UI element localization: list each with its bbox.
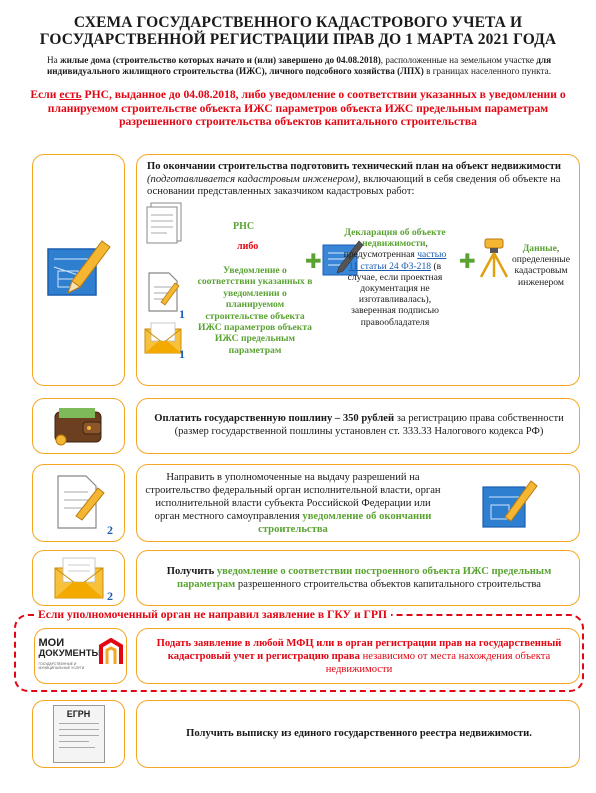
page-title: СХЕМА ГОСУДАРСТВЕННОГО КАДАСТРОВОГО УЧЕТА И ГОСУДАРСТВЕННОЙ РЕГИСТРАЦИИ ПРАВ ДО 1 МАРТА 2021 ГОДА (39, 14, 557, 48)
step1-number-1b: 1 (179, 347, 185, 361)
egrn-document-icon (49, 703, 109, 765)
step3-icon-box (32, 464, 125, 542)
mfc-emblem-icon (99, 638, 123, 666)
step3-box (136, 464, 580, 542)
intro-text: На жилые дома (строительство которых начато и (или) завершено до 04.08.2018), расположенные на земельном участке для индивидуального жилищного строительства (ИЖС), личного подсобного хозяйства (ЛПХ) в границах населенного пункта. (46, 55, 552, 76)
mfc-logo-box (34, 628, 127, 684)
fallback-condition-label: Если уполномоченный орган не направил заявление в ГКУ и ГРП (34, 608, 391, 621)
plus-icon: ✚ (305, 249, 322, 273)
step4-icon-box (32, 550, 125, 606)
law-link[interactable]: частью 11 статьи 24 ФЗ-218 (348, 249, 447, 272)
submit-application-text: Подать заявление в любой МФЦ или в орган регистрации прав на государственный кадастровый учет и регистрацию права независимо от места нахождения объекта недвижимости (156, 638, 562, 675)
step6-box (136, 700, 580, 768)
rns-label: РНС (233, 221, 255, 232)
blueprint-pencil-icon-2 (479, 479, 541, 533)
blueprint-pencil-icon (44, 237, 114, 303)
document-pencil-icon (145, 269, 183, 315)
document-pencil-icon-2 (48, 470, 110, 536)
wallet-icon (51, 406, 107, 446)
envelope-icon (143, 321, 183, 355)
document-stack-icon (145, 199, 189, 245)
receive-notification-text: Получить уведомление о соответствии построенного объекта ИЖС предельным параметрам разрешенного строительства объектов капитального строительства (166, 566, 552, 590)
step1-number-1: 1 (179, 307, 185, 321)
step2-box (136, 398, 580, 454)
step1-icon-box (32, 154, 125, 386)
condition-heading: Если есть РНС, выданное до 04.08.2018, либо уведомление о соответствии указанных в уведомлении о планируемом строительстве объекта ИЖС параметров объекта ИЖС предельным параметрам разрешенного строительства объектов капитального строительства (30, 88, 566, 128)
egrn-label: ЕГРН (66, 709, 91, 719)
envelope-icon-2 (51, 556, 107, 600)
notification-text: Уведомление о соответствии указанных в уведомлении о планируемом строительстве объекта ИЖС параметров объекта ИЖС предельным параметрам (197, 265, 313, 356)
step4-number: 2 (107, 589, 113, 603)
step3-number: 2 (107, 523, 113, 537)
or-label: либо (237, 241, 259, 252)
step1-box (136, 154, 580, 386)
egrn-extract-text: Получить выписку из единого государственного реестра недвижимости. (186, 728, 532, 739)
mfc-logo: МОИ ДОКУМЕНТЫ ГОСУДАРСТВЕННЫЕ И МУНИЦИПАЛЬНЫЕ УСЛУГИ (37, 634, 125, 678)
fee-text: Оплатить государственную пошлину – 350 рублей за регистрацию права собственности (размер государственной пошлины установлен ст. 333.33 Налогового кодекса РФ) (154, 413, 564, 437)
send-notification-text: Направить в уполномоченные на выдачу разрешений на строительство федеральный орган исполнительной власти, орган исполнительной власти субъекта Российской Федерации или орган местного самоуправления уведомление об окончании строительства (145, 472, 441, 535)
step5-box (136, 628, 580, 684)
step4-box (136, 550, 580, 606)
step6-icon-box (32, 700, 125, 768)
step2-icon-box (32, 398, 125, 454)
plus-icon-2: ✚ (459, 249, 476, 273)
step1-intro: По окончании строительства подготовить технический план на объект недвижимости (подготавливается кадастровым инженером), включающий в себя сведения об объекте на основании представленных заказчиком кадастровых работ: (147, 161, 561, 197)
engineer-data-text: Данные, определенные кадастровым инженером (511, 243, 571, 288)
declaration-text: Декларация об объекте недвижимости, предусмотренная частью 11 статьи 24 ФЗ-218 (в случае, если проектная документация не изготавливалась), заверенная подписью правообладателя (343, 227, 447, 328)
